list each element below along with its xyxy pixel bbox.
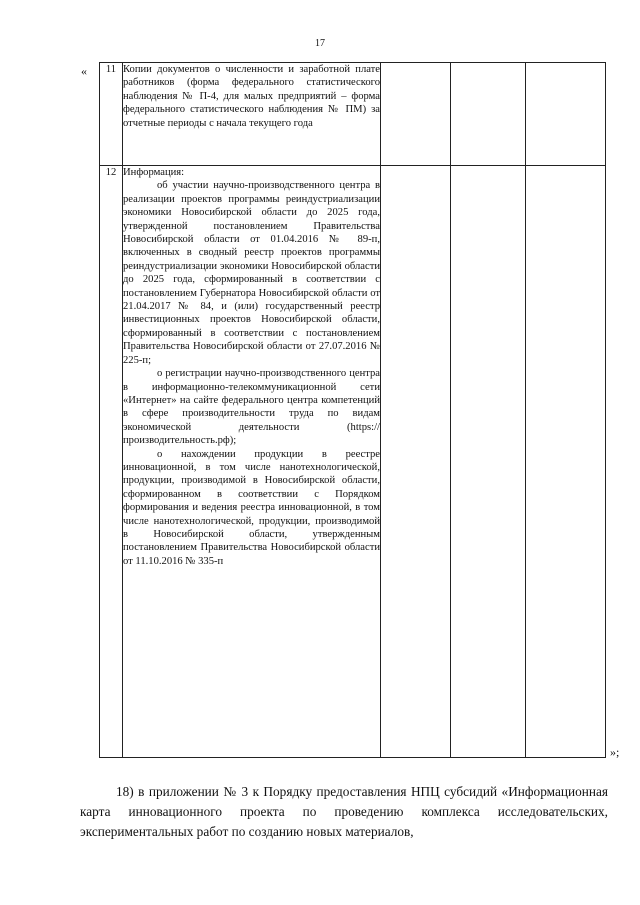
table-row (100, 63, 606, 166)
empty-cell (526, 63, 606, 166)
info-paragraph: о нахождении продукции в реестре инновационной, в том числе нанотехнологической, продукции, производимой в Новосибирской области, сформированном в соответствии с Порядком формирования и ведения реестра инновационной, в том числе нанотехнологической, продукции, производимой в Новосибирской области, утвержденным постановлением Правительства Новосибирской области от 11.10.2016 № 335-п (123, 448, 380, 567)
row-description (123, 166, 381, 758)
row-text: Копии документов о численности и заработной плате работников (форма федерального статистического наблюдения № П-4, для малых предприятий – форма федерального статистического наблюдения № ПМ) за отчетные периоды с начала текущего года (123, 64, 380, 129)
empty-cell (526, 166, 606, 758)
body-paragraph (80, 782, 608, 842)
opening-quote: « (81, 64, 87, 78)
empty-cell (381, 166, 451, 758)
body-text: 18) в приложении № 3 к Порядку предоставления НПЦ субсидий «Информационная карта инновационного проекта по проведению комплекса исследовательских, экспериментальных работ по созданию новых материалов, (80, 784, 608, 839)
row-heading: Информация: (123, 167, 185, 178)
table-row (100, 166, 606, 758)
info-paragraph: об участии научно-производственного центра в реализации проектов программы реиндустриализации экономики Новосибирской области до 2025 года, утвержденной постановлением Правительства Новосибирской области от 01.04.2016 № 89-п, включенных в сводный реестр проектов программы реиндустриализации экономики Новосибирской области до 2025 года, сформированный в соответствии с постановлением Губернатора Новосибирской области от 21.04.2017 № 84, и (или) государственный реестр инвестиционных проектов Новосибирской области, сформированный в соответствии с постановлением Правительства Новосибирской области от 27.07.2016 № 225-п; (123, 180, 380, 366)
empty-cell (381, 63, 451, 166)
info-paragraph: о регистрации научно-производственного центра в информационно-телекоммуникационной сети «Интернет» на сайте федерального центра компетенций в сфере производительности труда по видам экономической деятельности (https://производительность.рф); (123, 368, 380, 447)
row-number: 11 (100, 63, 123, 166)
empty-cell (451, 166, 526, 758)
row-description (123, 63, 381, 166)
closing-quote: »; (610, 745, 620, 759)
empty-cell (451, 63, 526, 166)
row-number: 12 (100, 166, 123, 758)
requirements-table (99, 62, 606, 758)
page-number: 17 (315, 38, 325, 49)
